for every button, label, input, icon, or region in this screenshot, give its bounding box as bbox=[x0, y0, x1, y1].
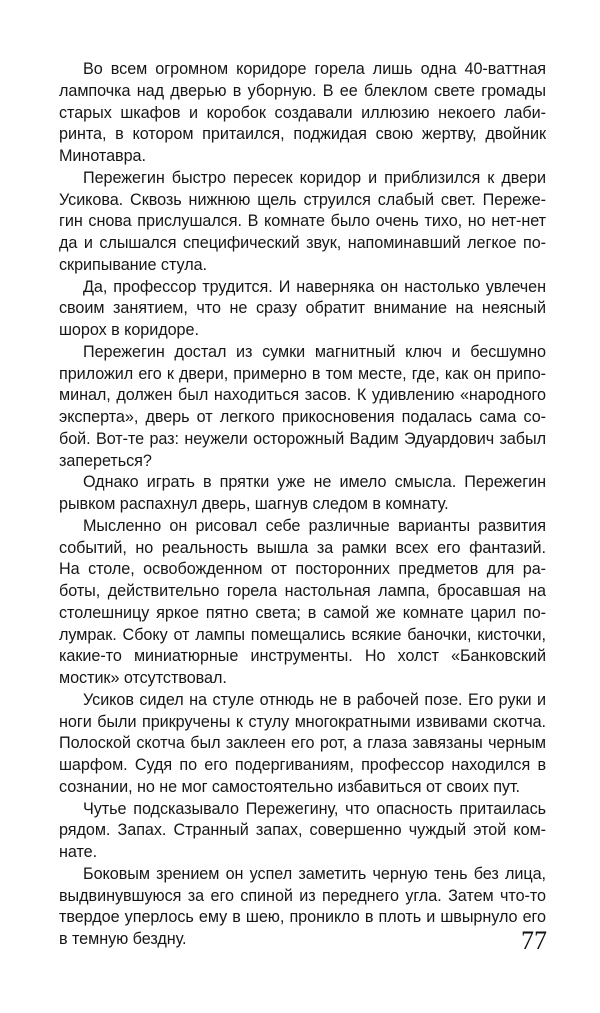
text-line: ноги были прикручены к стулу многократными извивами скотча. bbox=[59, 712, 546, 731]
text-line: Усиков сидел на стуле отнюдь не в рабочей позе. Его руки и bbox=[83, 690, 546, 709]
text-line: Во всем огромном коридоре горела лишь одна 40-ваттная bbox=[83, 60, 546, 78]
text-line: лумрак. Сбоку от лампы помещались всякие баночки, кисточки, bbox=[59, 625, 546, 644]
text-line: скрипывание стула. bbox=[59, 255, 207, 274]
text-line: Полоской скотча был заклеен его рот, а глаза завязаны черным bbox=[59, 734, 546, 753]
paragraph bbox=[59, 168, 546, 277]
text-line: Боковым зрением он успел заметить черную тень без лица, bbox=[83, 864, 546, 883]
text-line: приложил его к двери, примерно в том месте, где, как он припо- bbox=[59, 364, 546, 383]
text-line: твердое уперлось ему в шею, проникло в плоть и швырнуло его bbox=[59, 908, 546, 927]
text-line: мостик» отсутствовал. bbox=[59, 669, 227, 687]
paragraph bbox=[59, 516, 546, 690]
text-line: какие-то миниатюрные инструменты. Но холст «Банковский bbox=[59, 647, 546, 666]
text-line: боты, действительно горела настольная лампа, бросавшая на bbox=[59, 582, 546, 600]
text-line: Минотавра. bbox=[59, 147, 146, 165]
text-line: Пережегин достал из сумки магнитный ключ и бесшумно bbox=[83, 342, 546, 361]
text-line: сознании, но не мог самостоятельно избавиться от своих пут. bbox=[59, 777, 520, 796]
text-line: запереться? bbox=[59, 451, 152, 470]
paragraph bbox=[59, 864, 546, 951]
text-line: гин снова прислушался. В комнате было очень тихо, но нет-нет bbox=[59, 212, 546, 231]
text-line: На столе, освобожденном от посторонних предметов для ра- bbox=[59, 560, 546, 579]
text-line: бой. Вот-те раз: неужели осторожный Вадим Эдуардович забыл bbox=[59, 429, 546, 448]
text-line: своим занятием, что не сразу обратит внимание на неясный bbox=[59, 299, 546, 318]
text-line: рывком распахнул дверь, шагнув следом в комнату. bbox=[59, 495, 449, 513]
paragraph bbox=[59, 472, 546, 516]
text-line: рядом. Запах. Странный запах, совершенно чуждый этой ком- bbox=[59, 821, 546, 840]
text-line: в темную бездну. bbox=[59, 930, 187, 948]
text-line: лампочка над дверью в уборную. В ее блеклом свете громады bbox=[59, 81, 546, 100]
text-line: Да, профессор трудится. И наверняка он настолько увлечен bbox=[83, 277, 546, 296]
paragraph bbox=[59, 690, 546, 799]
page-number: 77 bbox=[521, 926, 547, 955]
text-line: Пережегин быстро пересек коридор и приблизился к двери bbox=[83, 168, 546, 187]
text-line: шорох в коридоре. bbox=[59, 321, 199, 339]
text-line: столешницу яркое пятно света; в самой же комнате царил по- bbox=[59, 603, 546, 622]
text-line: минал, должен был находиться засов. К удивлению «народного bbox=[59, 386, 546, 405]
text-line: Усикова. Сквозь нижнюю щель струился слабый свет. Переже- bbox=[59, 190, 546, 209]
text-line: шарфом. Судя по его подергиваниям, профессор находился в bbox=[59, 756, 546, 774]
text-line: Мысленно он рисовал себе различные варианты развития bbox=[83, 516, 546, 535]
text-line: ринта, в котором притаился, поджидая свою жертву, двойник bbox=[59, 125, 546, 144]
text-line: выдвинувшуюся за его спиной из переднего угла. Затем что-то bbox=[59, 886, 546, 905]
page-body-text bbox=[59, 59, 546, 951]
text-line: нате. bbox=[59, 843, 98, 861]
text-line: событий, но реальность вышла за рамки всех его фантазий. bbox=[59, 538, 546, 557]
text-line: Чутье подсказывало Пережегину, что опасность притаилась bbox=[83, 799, 546, 818]
paragraph bbox=[59, 342, 546, 473]
text-line: да и слышался специфический звук, напоминавший легкое по- bbox=[59, 234, 546, 252]
paragraph bbox=[59, 59, 546, 168]
text-line: эксперта», дверь от легкого прикосновения подалась сама со- bbox=[59, 408, 546, 426]
paragraph bbox=[59, 799, 546, 864]
paragraph bbox=[59, 277, 546, 342]
text-line: Однако играть в прятки уже не имело смысла. Пережегин bbox=[83, 473, 546, 492]
text-line: старых шкафов и коробок создавали иллюзию некоего лаби- bbox=[59, 103, 546, 122]
